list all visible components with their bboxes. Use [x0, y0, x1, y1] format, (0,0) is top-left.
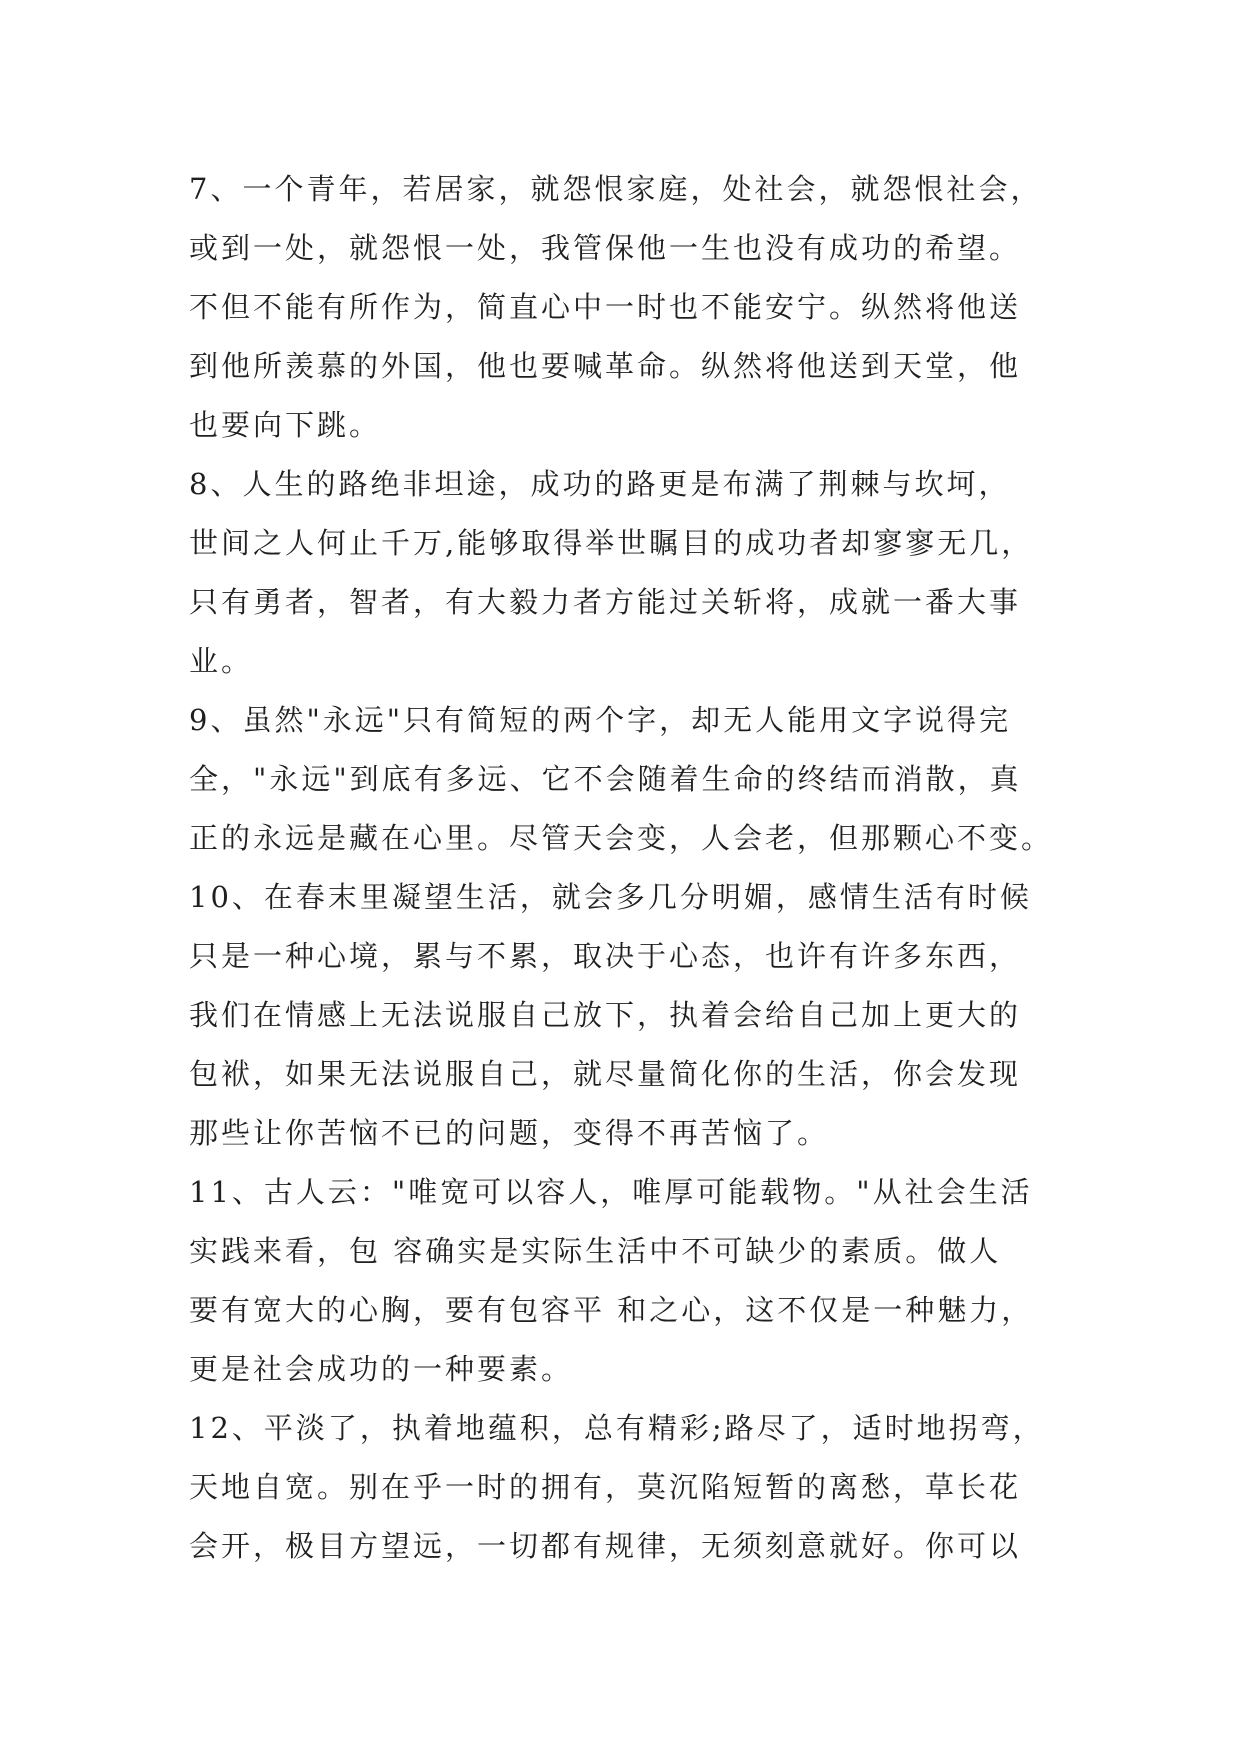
text-line: 我们在情感上无法说服自己放下，执着会给自己加上更大的 — [189, 998, 1022, 1032]
text-line: 到他所羡慕的外国，他也要喊革命。纵然将他送到天堂，他 — [189, 349, 1022, 383]
text-line: 业。 — [189, 644, 254, 678]
text-line: 也要向下跳。 — [189, 408, 382, 442]
text-line: 或到一处，就怨恨一处，我管保他一生也没有成功的希望。 — [189, 231, 1022, 265]
text-line: 要有宽大的心胸，要有包容平 和之心，这不仅是一种魅力， — [189, 1293, 1034, 1327]
text-line: 只有勇者，智者，有大毅力者方能过关斩将，成就一番大事 — [189, 585, 1022, 619]
text-line: 实践来看，包 容确实是实际生活中不可缺少的素质。做人 — [189, 1234, 1002, 1268]
text-line: 11、古人云："唯宽可以容人，唯厚可能载物。"从社会生活 — [189, 1175, 1033, 1209]
text-line: 不但不能有所作为，简直心中一时也不能安宁。纵然将他送 — [189, 290, 1022, 324]
text-line: 世间之人何止千万,能够取得举世瞩目的成功者却寥寥无几， — [189, 526, 1034, 560]
text-line: 会开，极目方望远，一切都有规律，无须刻意就好。你可以 — [189, 1529, 1022, 1563]
text-line: 只是一种心境，累与不累，取决于心态，也许有许多东西， — [189, 939, 1022, 973]
text-line: 那些让你苦恼不已的问题，变得不再苦恼了。 — [189, 1116, 830, 1150]
text-line: 7、一个青年，若居家，就怨恨家庭，处社会，就怨恨社会， — [189, 172, 1043, 206]
text-line: 10、在春末里凝望生活，就会多几分明媚，感情生活有时候 — [189, 880, 1032, 914]
text-line: 12、平淡了，执着地蕴积，总有精彩;路尽了，适时地拐弯， — [189, 1411, 1045, 1445]
body-text — [189, 160, 1069, 1576]
text-line: 更是社会成功的一种要素。 — [189, 1352, 574, 1386]
text-line: 天地自宽。别在乎一时的拥有，莫沉陷短暂的离愁，草长花 — [189, 1470, 1022, 1504]
text-line: 8、人生的路绝非坦途，成功的路更是布满了荆棘与坎坷， — [189, 467, 1011, 501]
text-line: 9、虽然"永远"只有简短的两个字，却无人能用文字说得完 — [189, 703, 1012, 737]
text-line: 正的永远是藏在心里。尽管天会变，人会老，但那颗心不变。 — [189, 821, 1054, 855]
text-line: 全，"永远"到底有多远、它不会随着生命的终结而消散，真 — [189, 762, 1022, 796]
text-line: 包袱，如果无法说服自己，就尽量简化你的生活，你会发现 — [189, 1057, 1022, 1091]
